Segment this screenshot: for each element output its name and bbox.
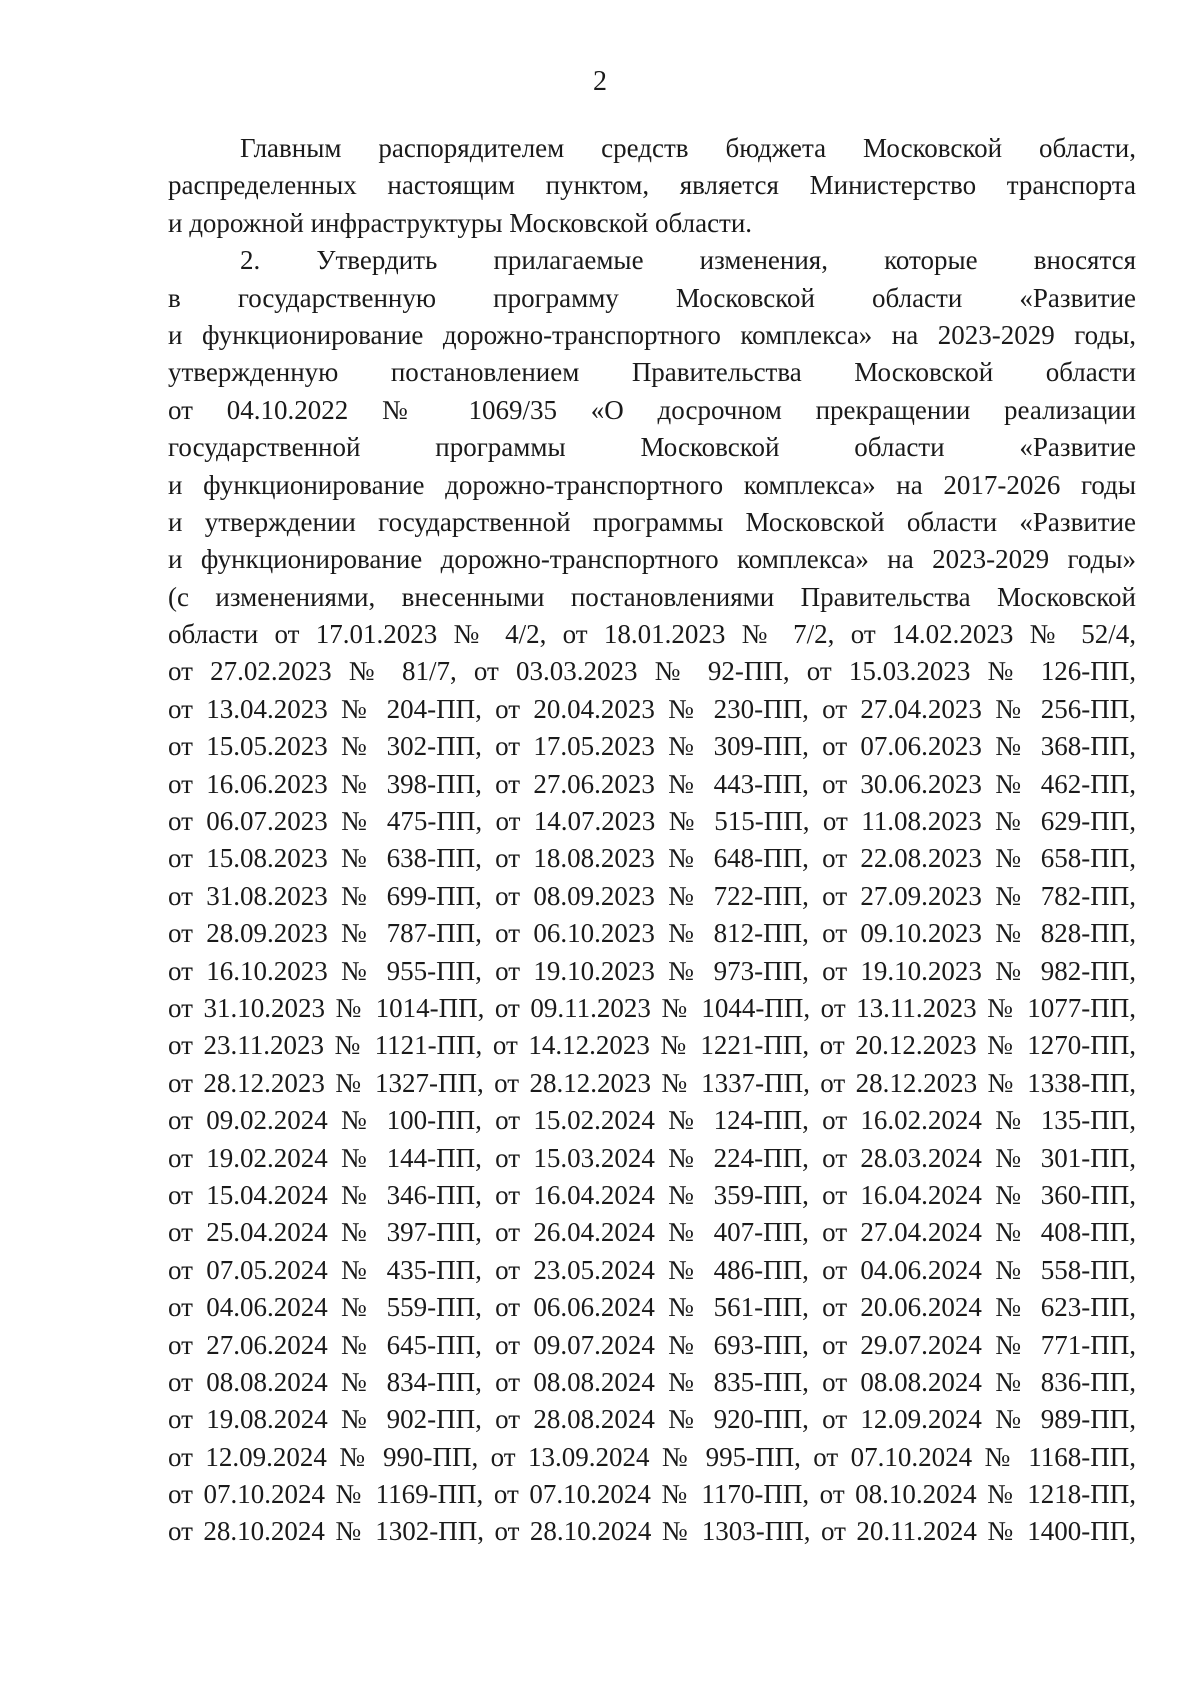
paragraph-2-line: от 23.11.2023 № 1121-ПП, от 14.12.2023 № 1221-ПП, от 20.12.2023 № 1270-ПП, — [168, 1030, 1136, 1061]
document-body — [168, 130, 1136, 1551]
paragraph-2-line: от 13.04.2023 № 204-ПП, от 20.04.2023 № 230-ПП, от 27.04.2023 № 256-ПП, — [168, 693, 1136, 724]
paragraph-2-line: государственной программы Московской области «Развитие — [168, 432, 1136, 463]
paragraph-1-line: распределенных настоящим пунктом, является Министерство транспорта — [168, 170, 1136, 201]
paragraph-2-line: от 06.07.2023 № 475-ПП, от 14.07.2023 № 515-ПП, от 11.08.2023 № 629-ПП, — [168, 806, 1136, 837]
paragraph-2-line: от 19.02.2024 № 144-ПП, от 15.03.2024 № 224-ПП, от 28.03.2024 № 301-ПП, — [168, 1142, 1136, 1173]
paragraph-2-line: и функционирование дорожно-транспортного комплекса» на 2017-2026 годы — [168, 469, 1136, 500]
paragraph-2-line: и утверждении государственной программы Московской области «Развитие — [168, 506, 1136, 537]
paragraph-2-line: области от 17.01.2023 № 4/2, от 18.01.2023 № 7/2, от 14.02.2023 № 52/4, — [168, 619, 1136, 650]
paragraph-2-line: от 15.05.2023 № 302-ПП, от 17.05.2023 № 309-ПП, от 07.06.2023 № 368-ПП, — [168, 731, 1136, 762]
paragraph-2-line: 2. Утвердить прилагаемые изменения, которые вносятся — [240, 245, 1136, 276]
paragraph-2-line: от 27.02.2023 № 81/7, от 03.03.2023 № 92-ПП, от 15.03.2023 № 126-ПП, — [168, 656, 1136, 687]
paragraph-2-line: от 16.06.2023 № 398-ПП, от 27.06.2023 № 443-ПП, от 30.06.2023 № 462-ПП, — [168, 768, 1136, 799]
paragraph-2-line: от 08.08.2024 № 834-ПП, от 08.08.2024 № 835-ПП, от 08.08.2024 № 836-ПП, — [168, 1366, 1136, 1397]
paragraph-2-line: от 28.09.2023 № 787-ПП, от 06.10.2023 № 812-ПП, от 09.10.2023 № 828-ПП, — [168, 918, 1136, 949]
paragraph-2-line: утвержденную постановлением Правительства Московской области — [168, 357, 1136, 388]
paragraph-2-line: от 04.06.2024 № 559-ПП, от 06.06.2024 № 561-ПП, от 20.06.2024 № 623-ПП, — [168, 1292, 1136, 1323]
paragraph-2-line: от 12.09.2024 № 990-ПП, от 13.09.2024 № 995-ПП, от 07.10.2024 № 1168-ПП, — [168, 1441, 1136, 1472]
paragraph-2-line: от 15.04.2024 № 346-ПП, от 16.04.2024 № 359-ПП, от 16.04.2024 № 360-ПП, — [168, 1179, 1136, 1210]
paragraph-2-line: в государственную программу Московской области «Развитие — [168, 282, 1136, 313]
page-number: 2 — [593, 66, 607, 97]
paragraph-1-line: Главным распорядителем средств бюджета Московской области, — [240, 133, 1136, 163]
paragraph-2-line: от 09.02.2024 № 100-ПП, от 15.02.2024 № 124-ПП, от 16.02.2024 № 135-ПП, — [168, 1105, 1136, 1136]
paragraph-2-line: от 28.10.2024 № 1302-ПП, от 28.10.2024 № 1303-ПП, от 20.11.2024 № 1400-ПП, — [168, 1516, 1136, 1547]
paragraph-2-line: (с изменениями, внесенными постановлениями Правительства Московской — [168, 581, 1136, 612]
paragraph-2-line: от 16.10.2023 № 955-ПП, от 19.10.2023 № 973-ПП, от 19.10.2023 № 982-ПП, — [168, 955, 1136, 986]
paragraph-1-line: и дорожной инфраструктуры Московской области. — [168, 207, 753, 238]
paragraph-2-line: от 07.10.2024 № 1169-ПП, от 07.10.2024 № 1170-ПП, от 08.10.2024 № 1218-ПП, — [168, 1479, 1136, 1510]
paragraph-2-line: от 04.10.2022 № 1069/35 «О досрочном прекращении реализации — [168, 394, 1136, 425]
paragraph-2-line: от 31.10.2023 № 1014-ПП, от 09.11.2023 № 1044-ПП, от 13.11.2023 № 1077-ПП, — [168, 992, 1136, 1023]
paragraph-2-line: и функционирование дорожно-транспортного комплекса» на 2023-2029 годы» — [168, 544, 1136, 575]
paragraph-2-line: от 15.08.2023 № 638-ПП, от 18.08.2023 № 648-ПП, от 22.08.2023 № 658-ПП, — [168, 843, 1136, 874]
paragraph-2-line: от 28.12.2023 № 1327-ПП, от 28.12.2023 № 1337-ПП, от 28.12.2023 № 1338-ПП, — [168, 1067, 1136, 1098]
paragraph-2-line: от 25.04.2024 № 397-ПП, от 26.04.2024 № 407-ПП, от 27.04.2024 № 408-ПП, — [168, 1217, 1136, 1248]
paragraph-2-line: от 07.05.2024 № 435-ПП, от 23.05.2024 № 486-ПП, от 04.06.2024 № 558-ПП, — [168, 1254, 1136, 1285]
paragraph-2-line: от 31.08.2023 № 699-ПП, от 08.09.2023 № 722-ПП, от 27.09.2023 № 782-ПП, — [168, 880, 1136, 911]
paragraph-2-line: от 27.06.2024 № 645-ПП, от 09.07.2024 № 693-ПП, от 29.07.2024 № 771-ПП, — [168, 1329, 1136, 1360]
paragraph-2-line: и функционирование дорожно-транспортного комплекса» на 2023-2029 годы, — [168, 319, 1136, 350]
paragraph-2-line: от 19.08.2024 № 902-ПП, от 28.08.2024 № 920-ПП, от 12.09.2024 № 989-ПП, — [168, 1404, 1136, 1435]
